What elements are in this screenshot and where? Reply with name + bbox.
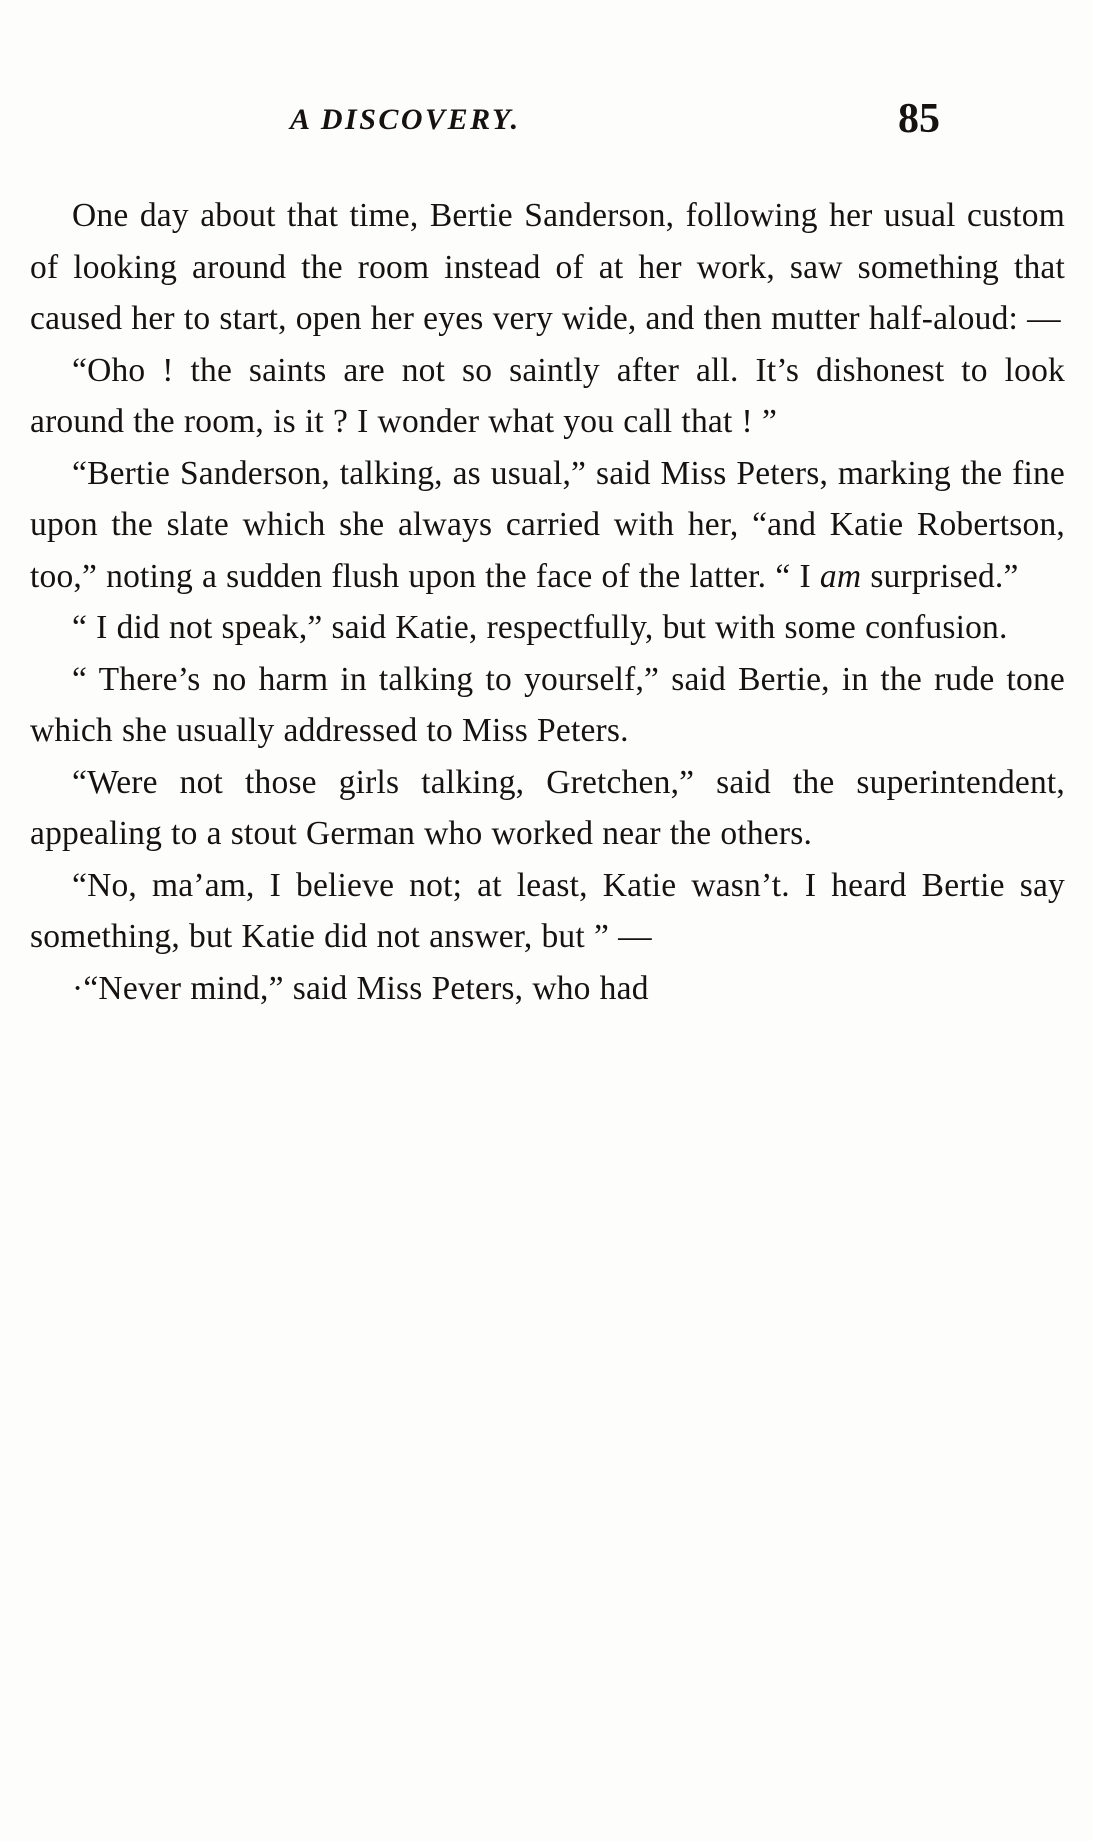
paragraph: “Were not those girls talking, Gretchen,” said the superintendent, appealing to a stout German who worked near the others. [30,763,1065,852]
page-number: 85 [898,96,940,142]
paragraph: “No, ma’am, I believe not; at least, Katie wasn’t. I heard Bertie say something, but Katie did not answer, but ” — [30,866,1065,955]
paragraph: One day about that time, Bertie Sanderson, following her usual custom of looking around the room instead of at her work, saw something that caused her to start, open her eyes very wide, and then mutter half-aloud: — [30,197,1065,337]
page-header [130,95,960,155]
paragraph: “ I did not speak,” said Katie, respectfully, but with some confusion. [72,609,1008,646]
paragraph: ·“Never mind,” said Miss Peters, who had [72,969,649,1007]
paragraph: “ There’s no harm in talking to yourself,” said Bertie, in the rude tone which she usually addressed to Miss Peters. [30,660,1065,749]
body-text [30,190,1065,1014]
paragraph: “Bertie Sanderson, talking, as usual,” said Miss Peters, marking the fine upon the slate which she always carried with her, “and Katie Robertson, too,” noting a sudden flush upon the face of the latter. “ I am surprised.” [30,454,1065,595]
paragraph: “Oho ! the saints are not so saintly after all. It’s dishonest to look around the room, is it ? I wonder what you call that ! ” [30,351,1065,440]
running-title: A DISCOVERY. [290,103,521,136]
